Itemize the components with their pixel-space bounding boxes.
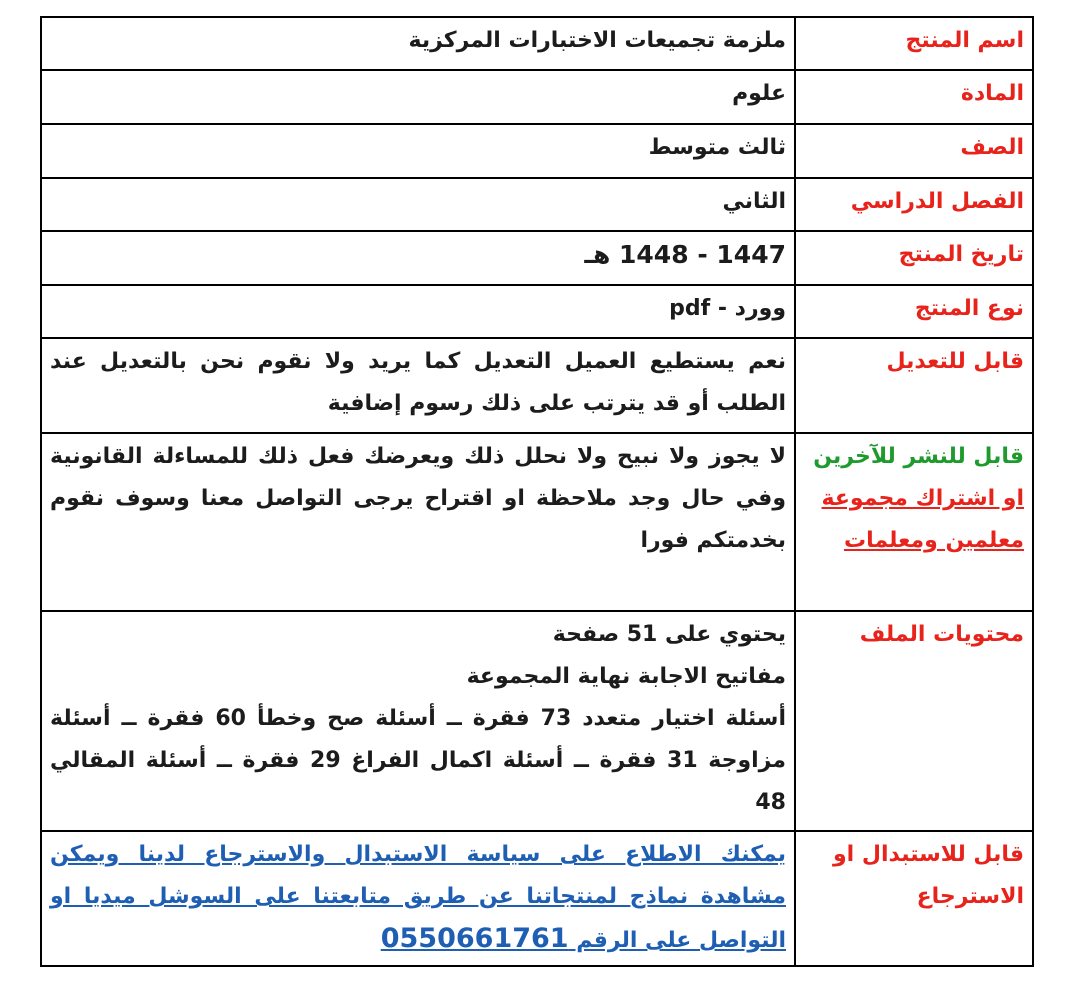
label-date: تاريخ المنتج xyxy=(795,231,1033,285)
label-publishable-part1: قابل للنشر للآخرين xyxy=(813,444,1024,469)
value-publishable: لا يجوز ولا نبيح ولا نحلل ذلك ويعرضك فعل ذلك للمساءلة القانونية وفي حال وجد ملاحظة او اقتراح يرجى التواصل معنا وسوف نقوم بخدمتكم فورا xyxy=(41,433,795,611)
type-word: وورد - xyxy=(710,296,786,321)
row-term xyxy=(41,178,1033,231)
contents-line-pages: يحتوي على 51 صفحة xyxy=(552,622,786,647)
row-returnable xyxy=(41,831,1033,966)
row-product-type xyxy=(41,285,1033,338)
label-term: الفصل الدراسي xyxy=(795,178,1033,231)
label-product-name: اسم المنتج xyxy=(795,17,1033,70)
product-info-table xyxy=(40,16,1034,967)
label-publishable xyxy=(795,433,1033,611)
label-file-contents: محتويات الملف xyxy=(795,611,1033,831)
value-product-type xyxy=(41,285,795,338)
value-subject: علوم xyxy=(41,70,795,124)
label-product-type: نوع المنتج xyxy=(795,285,1033,338)
value-file-contents xyxy=(41,611,795,831)
value-date: 1447 - 1448 هـ xyxy=(41,231,795,285)
row-subject xyxy=(41,70,1033,124)
return-policy-text[interactable]: يمكنك الاطلاع على سياسة الاستبدال والاسترجاع لدينا ويمكن مشاهدة نماذج لمنتجاتنا عن طريق متابعتنا على السوشل ميديا او التواصل على الرقم xyxy=(50,842,786,953)
row-publishable xyxy=(41,433,1033,611)
value-returnable[interactable] xyxy=(41,831,795,966)
type-pdf: pdf xyxy=(669,296,711,321)
row-grade xyxy=(41,124,1033,178)
contents-line-answers: مفاتيح الاجابة نهاية المجموعة xyxy=(466,664,786,689)
value-grade: ثالث متوسط xyxy=(41,124,795,178)
label-subject: المادة xyxy=(795,70,1033,124)
value-term: الثاني xyxy=(41,178,795,231)
value-product-name: ملزمة تجميعات الاختبارات المركزية xyxy=(41,17,795,70)
row-editable xyxy=(41,338,1033,433)
row-product-name xyxy=(41,17,1033,70)
row-file-contents xyxy=(41,611,1033,831)
row-date xyxy=(41,231,1033,285)
value-editable: نعم يستطيع العميل التعديل كما يريد ولا نقوم نحن بالتعديل عند الطلب أو قد يترتب على ذلك رسوم إضافية xyxy=(41,338,795,433)
phone-number-link[interactable]: 0550661761 xyxy=(380,923,569,954)
label-grade: الصف xyxy=(795,124,1033,178)
label-publishable-part2: او اشتراك مجموعة معلمين ومعلمات xyxy=(821,486,1024,553)
label-editable: قابل للتعديل xyxy=(795,338,1033,433)
label-returnable: قابل للاستبدال او الاسترجاع xyxy=(795,831,1033,966)
contents-line-questions: أسئلة اختيار متعدد 73 فقرة ــ أسئلة صح وخطأ 60 فقرة ــ أسئلة مزاوجة 31 فقرة ــ أسئلة اكمال الفراغ 29 فقرة ــ أسئلة المقالي 48 xyxy=(50,706,786,815)
